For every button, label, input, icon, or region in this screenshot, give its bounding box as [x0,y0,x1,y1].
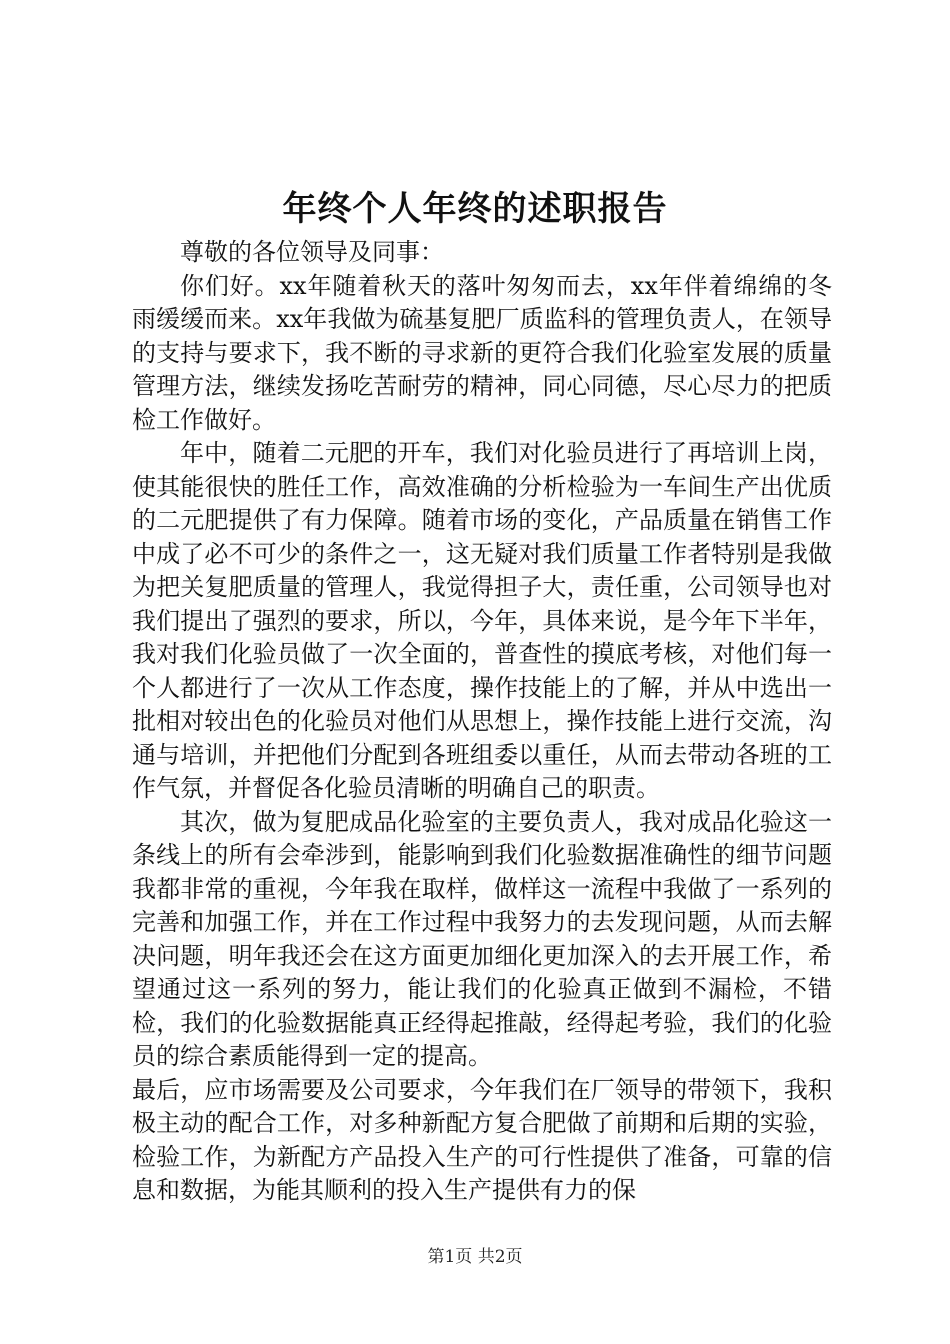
paragraph-2: 年中，随着二元肥的开车，我们对化验员进行了再培训上岗，使其能很快的胜任工作，高效准确的分析检验为一车间生产出优质的二元肥提供了有力保障。随着市场的变化，产品质量在销售工作中成了必不可少的条件之一，这无疑对我们质量工作者特别是我做为把关复肥质量的管理人，我觉得担子大，责任重，公司领导也对我们提出了强烈的要求，所以，今年，具体来说，是今年下半年，我对我们化验员做了一次全面的，普查性的摸底考核，对他们每一个人都进行了一次从工作态度，操作技能上的了解，并从中选出一批相对较出色的化验员对他们从思想上，操作技能上进行交流，沟通与培训，并把他们分配到各班组委以重任，从而去带动各班的工作气氛，并督促各化验员清晰的明确自己的职责。 [132,439,832,802]
paragraph-1: 你们好。xx年随着秋天的落叶匆匆而去，xx年伴着绵绵的冬雨缓缓而来。xx年我做为硫基复肥厂质监科的管理负责人，在领导的支持与要求下，我不断的寻求新的更符合我们化验室发展的质量管理方法，继续发扬吃苦耐劳的精神，同心同德，尽心尽力的把质检工作做好。 [132,271,832,434]
document-title: 年终个人年终的述职报告 [282,189,668,229]
document-body [132,236,832,1208]
paragraph-3: 其次，做为复肥成品化验室的主要负责人，我对成品化验这一条线上的所有会牵涉到，能影响到我们化验数据准确性的细节问题我都非常的重视，今年我在取样，做样这一流程中我做了一系列的完善和加强工作，并在工作过程中我努力的去发现问题，从而去解决问题，明年我还会在这方面更加细化更加深入的去开展工作，希望通过这一系列的努力，能让我们的化验真正做到不漏检，不错检，我们的化验数据能真正经得起推敲，经得起考验，我们的化验员的综合素质能得到一定的提高。 [132,807,832,1070]
page-footer: 第1页 共2页 [427,1247,523,1267]
salutation: 尊敬的各位领导及同事： [180,238,444,266]
paragraph-4: 最后，应市场需要及公司要求，今年我们在厂领导的带领下，我积极主动的配合工作，对多种新配方复合肥做了前期和后期的实验，检验工作，为新配方产品投入生产的可行性提供了准备，可靠的信息和数据，为能其顺利的投入生产提供有力的保 [132,1075,832,1204]
